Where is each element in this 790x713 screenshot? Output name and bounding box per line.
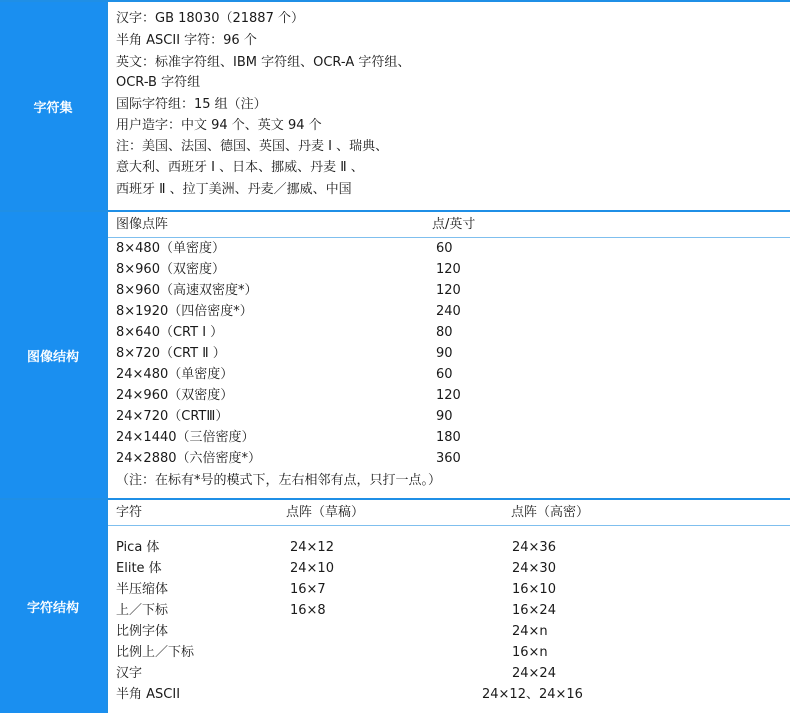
charset-line: 国际字符组：15 组（注） [116, 97, 267, 112]
font-name: Elite 体 [116, 561, 162, 576]
charset-line: 用户造字：中文 94 个、英文 94 个 [116, 118, 322, 133]
font-draft: 24×12 [290, 540, 334, 555]
graphics-col-header: 点/英寸 [432, 217, 476, 232]
font-name: 汉字 [116, 666, 143, 681]
graphics-dpi: 90 [436, 409, 453, 424]
font-header-rule [108, 525, 790, 526]
graphics-heading: 图像结构 [0, 212, 108, 498]
graphics-mode: 24×480（单密度） [116, 367, 234, 382]
font-heading: 字符结构 [0, 500, 108, 713]
graphics-dpi: 60 [436, 241, 453, 256]
graphics-header-rule [108, 237, 790, 238]
font-col-header: 点阵（高密） [511, 505, 590, 520]
charset-line: 意大利、西班牙 Ⅰ 、日本、挪威、丹麦 Ⅱ 、 [116, 160, 364, 175]
graphics-dpi: 80 [436, 325, 453, 340]
graphics-dpi: 60 [436, 367, 453, 382]
graphics-dpi: 180 [436, 430, 461, 445]
font-hd: 24×30 [512, 561, 556, 576]
font-body [108, 500, 790, 713]
charset-line: 西班牙 Ⅱ 、拉丁美洲、丹麦／挪威、中国 [116, 182, 352, 197]
graphics-mode: 24×2880（六倍密度*） [116, 451, 262, 466]
charset-body [108, 2, 790, 210]
font-name: 半压缩体 [116, 582, 169, 597]
graphics-col-header: 图像点阵 [116, 217, 169, 232]
graphics-note: （注：在标有*号的模式下，左右相邻有点，只打一点。） [116, 473, 442, 488]
graphics-mode: 24×960（双密度） [116, 388, 234, 403]
font-col-header: 点阵（草稿） [286, 505, 365, 520]
graphics-mode: 8×720（CRT Ⅱ ） [116, 346, 226, 361]
charset-line: OCR-B 字符组 [116, 75, 201, 90]
graphics-mode: 8×960（高速双密度*） [116, 283, 258, 298]
font-draft: 16×8 [290, 603, 326, 618]
font-hd: 24×12、24×16 [482, 687, 583, 702]
graphics-dpi: 240 [436, 304, 461, 319]
graphics-dpi: 360 [436, 451, 461, 466]
graphics-dpi: 120 [436, 262, 461, 277]
graphics-mode: 24×1440（三倍密度） [116, 430, 255, 445]
font-draft: 24×10 [290, 561, 334, 576]
font-name: 上／下标 [116, 603, 169, 618]
font-hd: 16×24 [512, 603, 556, 618]
graphics-body [108, 212, 790, 498]
font-hd: 24×36 [512, 540, 556, 555]
graphics-row [0, 210, 790, 500]
charset-row [0, 0, 790, 212]
charset-line: 汉字：GB 18030（21887 个） [116, 11, 304, 26]
charset-heading: 字符集 [0, 2, 108, 210]
font-name: Pica 体 [116, 540, 160, 555]
font-draft: 16×7 [290, 582, 326, 597]
graphics-mode: 8×480（单密度） [116, 241, 225, 256]
graphics-mode: 8×960（双密度） [116, 262, 225, 277]
font-row [0, 498, 790, 713]
charset-line: 英文：标准字符组、IBM 字符组、OCR-A 字符组、 [116, 55, 411, 70]
graphics-dpi: 90 [436, 346, 453, 361]
graphics-mode: 24×720（CRTⅢ） [116, 409, 229, 424]
font-hd: 24×n [512, 624, 548, 639]
font-hd: 24×24 [512, 666, 556, 681]
font-hd: 16×10 [512, 582, 556, 597]
graphics-mode: 8×1920（四倍密度*） [116, 304, 253, 319]
font-col-header: 字符 [116, 505, 143, 520]
graphics-dpi: 120 [436, 388, 461, 403]
graphics-mode: 8×640（CRT Ⅰ ） [116, 325, 224, 340]
charset-line: 半角 ASCII 字符：96 个 [116, 33, 257, 48]
font-name: 比例字体 [116, 624, 169, 639]
graphics-dpi: 120 [436, 283, 461, 298]
charset-line: 注：美国、法国、德国、英国、丹麦 Ⅰ 、瑞典、 [116, 139, 389, 154]
font-hd: 16×n [512, 645, 548, 660]
font-name: 半角 ASCII [116, 687, 181, 702]
font-name: 比例上／下标 [116, 645, 195, 660]
